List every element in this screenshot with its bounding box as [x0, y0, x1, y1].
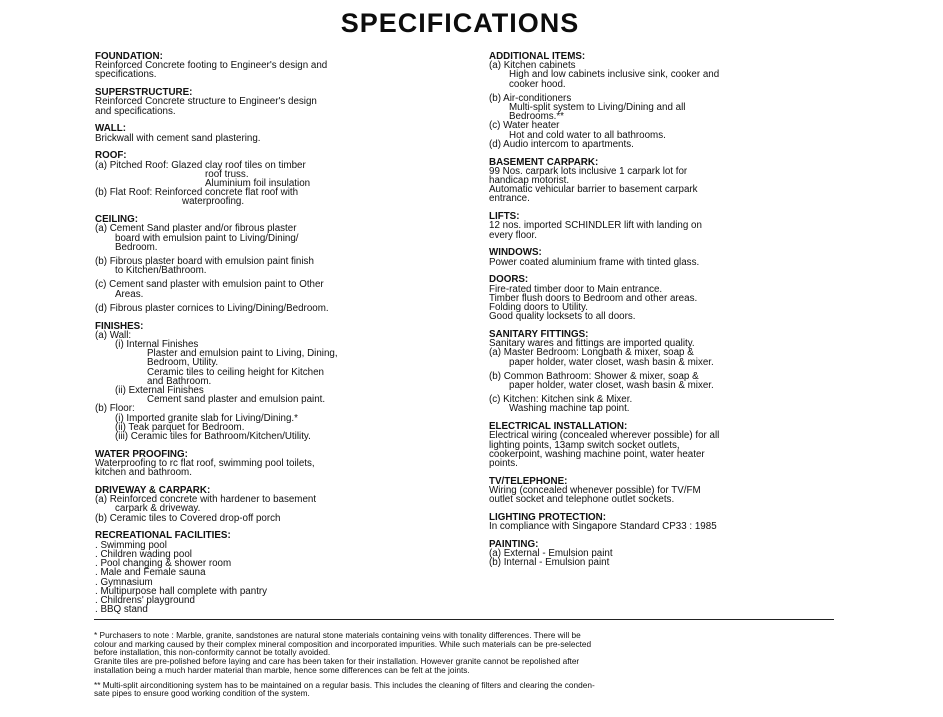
footnote-line: * Purchasers to note : Marble, granite, sandstones are natural stone materials containing veins with tonality differences. There will be: [94, 630, 581, 640]
section-tv-telephone: [489, 477, 839, 505]
spec-line: 99 Nos. carpark lots inclusive 1 carpark lot for: [489, 165, 688, 177]
spec-line: Bedroom, Utility.: [147, 357, 219, 369]
section-electrical-installation: [489, 422, 839, 468]
spec-line: roof truss.: [205, 168, 249, 180]
section-lifts: [489, 212, 839, 240]
section-ceiling: [95, 215, 455, 313]
section-heading: RECREATIONAL FACILITIES:: [95, 530, 231, 542]
footnote-line: colour and marking caused by their complex mineral composition and incorporated impurities. While such materials can be pre-selected: [94, 638, 592, 649]
footnote-line: installation being a much harder material than marble, hence some differences can be felt at the joints.: [94, 664, 470, 675]
section-painting: [489, 540, 839, 568]
section-driveway-carpark: [95, 486, 455, 523]
spec-line: . Pool changing & shower room: [95, 558, 232, 570]
spec-line: Washing machine tap point.: [509, 403, 630, 415]
spec-line: cookerpoint, washing machine point, water heater: [489, 448, 705, 460]
spec-line: lighting points, 13amp switch socket outlets,: [489, 439, 680, 451]
spec-line: Wiring (concealed whenever possible) for TV/FM: [489, 485, 701, 497]
spec-line: (a) External - Emulsion paint: [489, 548, 613, 560]
section-finishes: [95, 322, 455, 442]
section-superstructure: [95, 88, 455, 116]
spec-line: Multi-split system to Living/Dining and all: [509, 102, 686, 114]
spec-line: (a) Cement Sand plaster and/or fibrous plaster: [95, 223, 297, 235]
page-title: SPECIFICATIONS: [340, 8, 580, 38]
spec-line: Electrical wiring (concealed wherever possible) for all: [489, 430, 720, 442]
section-heading: PAINTING:: [489, 539, 539, 551]
spec-line: (iii) Ceramic tiles for Bathroom/Kitchen/Utility.: [115, 431, 311, 443]
spec-line: (ii) Teak parquet for Bedroom.: [115, 421, 245, 433]
spec-line: (ii) External Finishes: [115, 385, 204, 397]
spec-line: In compliance with Singapore Standard CP33 : 1985: [489, 521, 717, 533]
spec-line: Automatic vehicular barrier to basement carpark: [489, 184, 698, 196]
footnote: [94, 631, 839, 675]
section-heading: ROOF:: [95, 150, 127, 162]
spec-line: Areas.: [115, 288, 144, 300]
spec-line: (b) Ceramic tiles to Covered drop-off porch: [95, 512, 281, 524]
section-water-proofing: [95, 450, 455, 478]
spec-line: (a) Master Bedroom: Longbath & mixer, soap &: [489, 347, 694, 359]
section-heading: FOUNDATION:: [95, 51, 163, 62]
spec-line: Folding doors to Utility.: [489, 302, 588, 314]
section-foundation: [95, 52, 455, 80]
spec-line: Reinforced Concrete structure to Engineer's design: [95, 96, 317, 108]
section-basement-carpark: [489, 158, 839, 204]
spec-line: entrance.: [489, 193, 530, 205]
footnotes: [94, 631, 839, 704]
spec-line: (b) Flat Roof: Reinforced concrete flat roof with: [95, 187, 299, 199]
spec-line: Waterproofing to rc flat roof, swimming pool toilets,: [95, 458, 315, 470]
spec-line: . Gymnasium: [95, 576, 153, 588]
spec-line: . Children wading pool: [95, 548, 192, 560]
spec-line: (a) Kitchen cabinets: [489, 60, 576, 72]
footnote-line: before installation, this non-conformity cannot be totally avoided.: [94, 647, 331, 658]
footnote-divider: [94, 619, 834, 620]
spec-line: . BBQ stand: [95, 604, 148, 616]
spec-line: . Swimming pool: [95, 539, 167, 551]
section-heading: DRIVEWAY & CARPARK:: [95, 485, 211, 497]
footnote-line: ** Multi-split airconditioning system has to be maintained on a regular basis. This includes the cleaning of filters and clearing the conden-: [94, 679, 595, 690]
spec-line: Bedrooms.**: [509, 111, 564, 123]
section-sanitary-fittings: [489, 330, 839, 414]
spec-line: Plaster and emulsion paint to Living, Dining,: [147, 348, 338, 360]
section-heading: TV/TELEPHONE:: [489, 475, 568, 487]
section-heading: WATER PROOFING:: [95, 448, 188, 460]
spec-line: Good quality locksets to all doors.: [489, 311, 636, 323]
section-wall: [95, 124, 455, 142]
spec-line: outlet socket and telephone outlet sockets.: [489, 494, 675, 506]
spec-line: board with emulsion paint to Living/Dining/: [115, 232, 299, 244]
spec-line: paper holder, water closet, wash basin & mixer.: [509, 380, 714, 392]
footnote-line: Granite tiles are pre-polished before laying and care has been taken for their installation. However granite cannot be repolished after: [94, 656, 580, 667]
spec-line: (b) Fibrous plaster board with emulsion paint finish: [95, 256, 314, 268]
spec-line: (c) Kitchen: Kitchen sink & Mixer.: [489, 394, 633, 406]
footnote-line: sate pipes to ensure good working condition of the system.: [94, 688, 310, 699]
section-heading: ELECTRICAL INSTALLATION:: [489, 421, 628, 433]
spec-line: Power coated aluminium frame with tinted glass.: [489, 256, 700, 268]
section-heading: SANITARY FITTINGS:: [489, 329, 589, 341]
section-heading: BASEMENT CARPARK:: [489, 156, 599, 168]
spec-line: (c) Cement sand plaster with emulsion paint to Other: [95, 279, 324, 291]
spec-line: (d) Fibrous plaster cornices to Living/Dining/Bedroom.: [95, 302, 329, 314]
section-heading: WINDOWS:: [489, 247, 542, 259]
spec-line: Reinforced Concrete footing to Engineer's design and: [95, 60, 328, 72]
spec-line: paper holder, water closet, wash basin & mixer.: [509, 356, 714, 368]
spec-line: (d) Audio intercom to apartments.: [489, 138, 634, 150]
section-heading: WALL:: [95, 123, 127, 135]
spec-line: every floor.: [489, 229, 537, 241]
spec-line: (c) Water heater: [489, 120, 560, 132]
spec-line: Hot and cold water to all bathrooms.: [509, 129, 666, 141]
spec-line: to Kitchen/Bathroom.: [115, 265, 207, 277]
spec-line: specifications.: [95, 69, 157, 81]
spec-line: (b) Common Bathroom: Shower & mixer, soap &: [489, 370, 699, 382]
spec-line: (i) Internal Finishes: [115, 339, 199, 351]
spec-line: waterproofing.: [182, 196, 245, 208]
footnote: [94, 681, 839, 698]
spec-line: (b) Floor:: [95, 403, 135, 415]
spec-line: (a) Wall:: [95, 329, 132, 341]
spec-line: (a) Pitched Roof: Glazed clay roof tiles on timber: [95, 159, 306, 171]
spec-line: Timber flush doors to Bedroom and other areas.: [489, 292, 698, 304]
section-doors: [489, 275, 839, 321]
section-roof: [95, 151, 455, 206]
spec-line: (b) Internal - Emulsion paint: [489, 557, 610, 569]
spec-line: Brickwall with cement sand plastering.: [95, 132, 261, 144]
section-heading: CEILING:: [95, 214, 138, 226]
spec-line: Ceramic tiles to ceiling height for Kitchen: [147, 366, 324, 378]
spec-line: High and low cabinets inclusive sink, cooker and: [509, 69, 720, 81]
section-lighting-protection: [489, 513, 839, 531]
spec-line: (a) Reinforced concrete with hardener to basement: [95, 494, 317, 506]
spec-line: . Multipurpose hall complete with pantry: [95, 585, 268, 597]
spec-line: . Childrens' playground: [95, 594, 195, 606]
spec-line: (b) Air-conditioners: [489, 92, 572, 104]
spec-line: carpark & driveway.: [115, 503, 201, 515]
spec-line: (i) Imported granite slab for Living/Dining.*: [115, 412, 298, 424]
spec-line: Sanitary wares and fittings are imported quality.: [489, 338, 695, 350]
spec-line: Cement sand plaster and emulsion paint.: [147, 394, 326, 406]
spec-line: and specifications.: [95, 105, 176, 117]
section-additional-items: [489, 52, 839, 149]
spec-line: Fire-rated timber door to Main entrance.: [489, 283, 663, 295]
spec-line: points.: [489, 458, 518, 470]
right-column: [489, 52, 839, 576]
section-heading: DOORS:: [489, 274, 529, 286]
spec-line: Aluminium foil insulation: [205, 178, 311, 190]
spec-line: . Male and Female sauna: [95, 567, 206, 579]
spec-line: Bedroom.: [115, 241, 158, 253]
spec-line: handicap motorist.: [489, 175, 570, 187]
section-heading: FINISHES:: [95, 320, 144, 332]
section-heading: LIGHTING PROTECTION:: [489, 512, 607, 524]
section-heading: ADDITIONAL ITEMS:: [489, 51, 586, 62]
left-column: [95, 52, 455, 623]
section-heading: LIFTS:: [489, 211, 520, 223]
spec-line: and Bathroom.: [147, 375, 212, 387]
spec-line: cooker hood.: [509, 78, 566, 90]
spec-line: kitchen and bathroom.: [95, 467, 192, 479]
section-recreational-facilities: [95, 531, 455, 614]
spec-line: 12 nos. imported SCHINDLER lift with landing on: [489, 220, 702, 232]
section-heading: SUPERSTRUCTURE:: [95, 87, 193, 99]
section-windows: [489, 248, 839, 266]
